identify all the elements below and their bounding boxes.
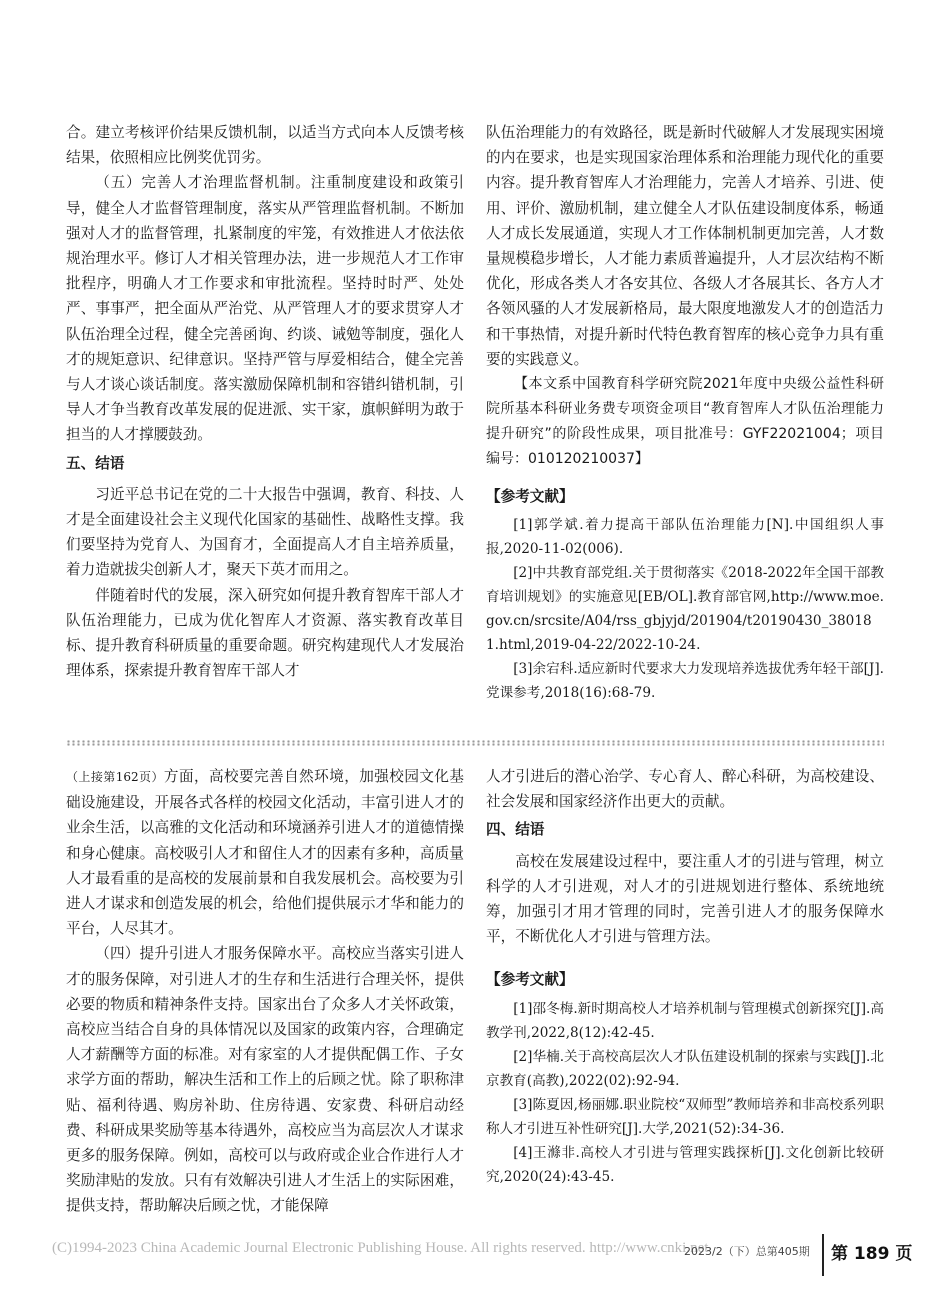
continued-note: （上接第162页）: [66, 770, 164, 784]
paragraph: 人才引进后的潜心治学、专心育人、醉心科研，为高校建设、社会发展和国家经济作出更大的贡献。: [486, 768, 884, 811]
top-left-column: [66, 120, 464, 683]
references-title: 【参考文献】: [486, 971, 574, 989]
paragraph: [66, 170, 464, 447]
paragraph-body: 方面，高校要完善自然环境，加强校园文化基础设施建设，开展各式各样的校园文化活动，丰富引进人才的业余生活，以高雅的文化活动和环境涵养引进人才的道德情操和身心健康。高校吸引人才和留住人才的因素有多种，高质量人才最看重的是高校的发展前景和自我发展机会。高校要为引进人才谋求和创造发展的机会，给他们提供展示才华和能力的平台，人尽其才。: [66, 768, 464, 938]
bottom-left-column: [66, 764, 464, 1219]
issue-info: 2023/2（下）总第405期: [684, 1245, 810, 1258]
reference-item: [1]邵冬梅.新时期高校人才培养机制与管理模式创新探究[J].高教学刊,2022,8(12):42-45.: [486, 1000, 884, 1041]
reference-item: [4]王滌非.高校人才引进与管理实践探析[J].文化创新比较研究,2020(24):43-45.: [486, 1144, 884, 1185]
section-divider: [66, 740, 884, 746]
paragraph: 高校在发展建设过程中，要注重人才的引进与管理，树立科学的人才引进观，对人才的引进规划进行整体、系统地统筹，加强引才用才管理的同时，完善引进人才的服务保障水平，不断优化人才引进与管理方法。: [486, 852, 884, 946]
footer-divider: [822, 1234, 824, 1276]
top-right-column: [486, 120, 884, 705]
references-title: 【参考文献】: [486, 488, 574, 506]
reference-item: [2]中共教育部党组.关于贯彻落实《2018-2022年全国干部教育培训规划》的实施意见[EB/OL].教育部官网,http://www.moe.gov.cn/srcsite/A04/rss_gbjyjd/201904/t20190430_380181.html,2019-04-22/2022-10-24.: [486, 565, 884, 654]
subheading: （四）提升引进人才服务保障水平。: [95, 945, 332, 963]
paragraph: [66, 764, 464, 941]
subheading: （五）完善人才治理监督机制。: [95, 174, 311, 192]
reference-item: [3]余宕科.适应新时代要求大力发现培养选拔优秀年轻干部[J].党课参考,2018(16):68-79.: [486, 661, 884, 702]
funding-note: 【本文系中国教育科学研究院2021年度中央级公益性科研院所基本科研业务费专项资金项目“教育智库人才队伍治理能力提升研究”的阶段性成果，项目批准号：GYF22021004；项目编号：010120210037】: [486, 376, 884, 468]
copyright-watermark: (C)1994-2023 China Academic Journal Electronic Publishing House. All rights reserved. http://www.cnki.net: [52, 1240, 709, 1256]
paragraph: 队伍治理能力的有效路径，既是新时代破解人才发展现实困境的内在要求，也是实现国家治理体系和治理能力现代化的重要内容。提升教育智库人才治理能力，完善人才培养、引进、使用、评价、激励机制，建立健全人才队伍建设制度体系，畅通人才成长发展通道，实现人才工作体制机制更加完善，人才数量规模稳步增长，人才能力素质普遍提升，人才层次结构不断优化，形成各类人才各安其位、各级人才各展其长、各方人才各领风骚的人才发展新格局，最大限度地激发人才的创造活力和干事热情，对提升新时代特色教育智库的核心竞争力具有重要的实践意义。: [486, 124, 884, 368]
paragraph-body: 注重制度建设和政策引导，健全人才监督管理制度，落实从严管理监督机制。不断加强对人才的监督管理，扎紧制度的牢笼，有效推进人才依法依规治理水平。修订人才相关管理办法，进一步规范人才工作审批程序，明确人才工作要求和审批流程。坚持时时严、处处严、事事严，把全面从严治党、从严管理人才的要求贯穿人才队伍治理全过程，健全完善函询、约谈、诫勉等制度，强化人才的规矩意识、纪律意识。坚持严管与厚爱相结合，健全完善与人才谈心谈话制度。落实激励保障机制和容错纠错机制，引导人才争当教育改革发展的促进派、实干家，旗帜鲜明为敢于担当的人才撑腰鼓劲。: [66, 174, 464, 444]
section-heading: 五、结语: [66, 454, 125, 472]
page-number: 第 189 页: [831, 1244, 913, 1264]
bottom-right-column: [486, 764, 884, 1189]
paragraph-body: 高校应当落实引进人才的服务保障，对引进人才的生存和生活进行合理关怀，提供必要的物质和精神条件支持。国家出台了众多人才关怀政策，高校应当结合自身的具体情况以及国家的政策内容，合理确定人才薪酬等方面的标准。对有家室的人才提供配偶工作、子女求学方面的帮助，解决生活和工作上的后顾之忧。除了职称津贴、福利待遇、购房补助、住房待遇、安家费、科研启动经费、科研成果奖励等基本待遇外，高校应当为高层次人才谋求更多的服务保障。例如，高校可以与政府或企业合作进行人才奖励津贴的发放。只有有效解决引进人才生活上的实际困难，提供支持，帮助解决后顾之忧，才能保障: [66, 945, 464, 1215]
reference-item: [3]陈夏因,杨丽娜.职业院校“双师型”教师培养和非高校系列职称人才引进互补性研究[J].大学,2021(52):34-36.: [486, 1096, 884, 1137]
paragraph: [66, 941, 464, 1218]
paragraph: 伴随着时代的发展，深入研究如何提升教育智库干部人才队伍治理能力，已成为优化智库人才资源、落实教育改革目标、提升教育科研质量的重要命题。研究构建现代人才发展治理体系，探索提升教育智库干部人才: [66, 586, 464, 680]
paragraph: 习近平总书记在党的二十大报告中强调，教育、科技、人才是全面建设社会主义现代化国家的基础性、战略性支撑。我们要坚持为党育人、为国育才，全面提高人才自主培养质量，着力造就拔尖创新人才，聚天下英才而用之。: [66, 485, 464, 579]
paragraph: 合。建立考核评价结果反馈机制，以适当方式向本人反馈考核结果，依照相应比例奖优罚劣。: [66, 124, 464, 167]
reference-item: [1]郭学斌.着力提高干部队伍治理能力[N].中国组织人事报,2020-11-02(006).: [486, 517, 884, 558]
reference-item: [2]华楠.关于高校高层次人才队伍建设机制的探索与实践[J].北京教育(高教),2022(02):92-94.: [486, 1048, 884, 1089]
section-heading: 四、结语: [486, 821, 545, 839]
